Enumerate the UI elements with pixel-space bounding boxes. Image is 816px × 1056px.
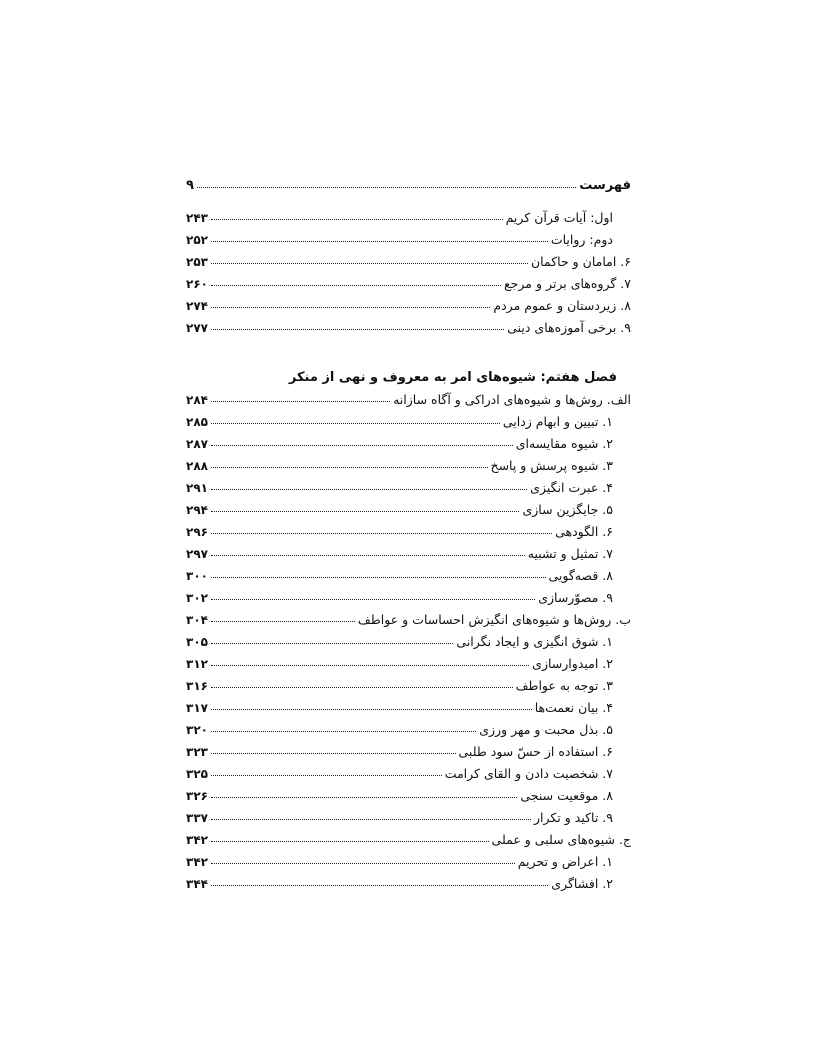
toc-entry-title: ۷. گروه‌های برتر و مرجع [504,276,631,291]
dot-leader [211,445,513,446]
toc-entry-title: ب. روش‌ها و شیوه‌های انگیزش احساسات و عواطف [357,612,631,627]
toc-entry [186,539,631,561]
toc-entry [186,847,631,869]
toc-entry-page: ۲۸۷ [186,437,208,451]
dot-leader [197,187,576,188]
toc-entry-title: ۹. مصوّرسازی [538,590,613,605]
table-of-contents [186,203,631,891]
dot-leader [211,467,488,468]
toc-entry-page: ۲۶۰ [186,277,208,291]
dot-leader [211,731,476,732]
toc-entry-title: ج. شیوه‌های سلبی و عملی [491,832,631,847]
toc-entry [186,429,631,451]
dot-leader [211,401,390,402]
toc-entry [186,693,631,715]
toc-entry-page: ۲۹۷ [186,547,208,561]
dot-leader [211,577,546,578]
toc-entry [186,803,631,825]
toc-entry-page: ۲۷۴ [186,299,208,313]
toc-entry-page: ۳۰۲ [186,591,208,605]
toc-entry-page: ۳۲۵ [186,767,208,781]
toc-entry-page: ۳۱۶ [186,679,208,693]
toc-entry-title: ۶. امامان و حاکمان [530,254,631,269]
dot-leader [211,329,504,330]
dot-leader [211,285,501,286]
toc-entry-title: ۸. زیردستان و عموم مردم [493,298,631,313]
dot-leader [211,687,513,688]
toc-entry-title: ۲. امیدوارسازی [532,656,613,671]
toc-entry-page: ۳۴۲ [186,833,208,847]
toc-entry-title: الف. روش‌ها و شیوه‌های ادراکی و آگاه سازانه [393,392,631,407]
toc-entry-page: ۳۴۴ [186,877,208,891]
toc-entry-title: ۱. اعراض و تحریم [517,854,613,869]
toc-entry-title: ۵. جایگزین سازی [522,502,613,517]
toc-entry [186,517,631,539]
toc-entry-title: ۱. تبیین و ابهام زدایی [502,414,613,429]
dot-leader [211,307,490,308]
toc-entry [186,627,631,649]
dot-leader [211,489,527,490]
toc-entry-title: دوم: روایات [550,232,613,247]
toc-entry [186,385,631,407]
toc-entry-page: ۲۴۳ [186,211,208,225]
dot-leader [211,863,515,864]
toc-entry-title: ۷. شخصیت دادن و القای کرامت [444,766,613,781]
dot-leader [211,841,489,842]
header-title: فهرست [579,178,631,193]
toc-entry-page: ۳۰۴ [186,613,208,627]
dot-leader [211,263,528,264]
toc-entry-page: ۲۷۷ [186,321,208,335]
dot-leader [211,819,531,820]
toc-entry-title: ۶. استفاده از حسّ سود طلبی [458,744,613,759]
toc-entry-page: ۳۴۲ [186,855,208,869]
toc-entry-title: ۸. موقعیت سنجی [520,788,613,803]
dot-leader [211,533,552,534]
toc-entry-title: ۳. توجه به عواطف [515,678,613,693]
toc-entry-title: ۲. افشاگری [551,876,613,891]
toc-entry-title: ۹. تاکید و تکرار [533,810,613,825]
dot-leader [211,621,355,622]
toc-entry [186,313,631,335]
toc-entry [186,291,631,313]
header-page-number: ۹ [186,178,194,193]
toc-entry-page: ۲۸۴ [186,393,208,407]
toc-entry [186,583,631,605]
toc-entry-title: ۳. شیوه پرسش و پاسخ [490,458,613,473]
toc-entry-page: ۲۸۵ [186,415,208,429]
running-header [186,173,631,193]
toc-entry-title: اول: آیات قرآن کریم [505,210,613,225]
dot-leader [211,555,525,556]
toc-entry [186,247,631,269]
toc-entry [186,781,631,803]
toc-entry-page: ۳۲۰ [186,723,208,737]
toc-entry-page: ۲۹۱ [186,481,208,495]
toc-entry [186,225,631,247]
dot-leader [211,885,548,886]
dot-leader [211,775,442,776]
toc-entry-page: ۳۳۷ [186,811,208,825]
toc-entry-title: ۸. قصه‌گویی [548,568,613,583]
dot-leader [211,709,532,710]
dot-leader [211,643,453,644]
toc-entry [186,715,631,737]
toc-entry-page: ۳۱۷ [186,701,208,715]
toc-entry [186,869,631,891]
toc-entry [186,269,631,291]
toc-entry-title: ۹. برخی آموزه‌های دینی [507,320,631,335]
toc-entry-page: ۳۲۶ [186,789,208,803]
toc-entry-page: ۲۹۶ [186,525,208,539]
toc-entry [186,473,631,495]
dot-leader [211,599,535,600]
toc-entry-page: ۳۰۵ [186,635,208,649]
dot-leader [211,511,519,512]
toc-entry [186,671,631,693]
toc-entry [186,605,631,627]
toc-entry [186,561,631,583]
toc-entry [186,737,631,759]
toc-entry [186,759,631,781]
dot-leader [211,423,500,424]
toc-entry [186,825,631,847]
toc-entry-title: ۷. تمثیل و تشبیه [527,546,613,561]
toc-entry-title: ۴. عبرت انگیزی [530,480,613,495]
toc-entry-title: ۴. بیان نعمت‌ها [534,700,613,715]
toc-entry-page: ۲۸۸ [186,459,208,473]
dot-leader [211,797,517,798]
toc-entry-page: ۲۵۳ [186,255,208,269]
toc-entry-page: ۳۱۲ [186,657,208,671]
toc-entry-title: ۲. شیوه مقایسه‌ای [515,436,613,451]
toc-entry [186,495,631,517]
dot-leader [211,219,503,220]
toc-entry-page: ۳۰۰ [186,569,208,583]
dot-leader [211,665,529,666]
toc-entry-page: ۲۹۴ [186,503,208,517]
toc-entry [186,203,631,225]
toc-entry-page: ۲۵۲ [186,233,208,247]
toc-entry-title: ۶. الگودهی [555,524,613,539]
dot-leader [211,241,548,242]
toc-entry-title: ۵. بذل محبت و مهر ورزی [479,722,613,737]
toc-entry-page: ۳۲۳ [186,745,208,759]
toc-entry [186,649,631,671]
chapter-heading: فصل هفتم: شیوه‌های امر به معروف و نهی از منکر [288,370,617,385]
toc-entry-title: ۱. شوق انگیزی و ایجاد نگرانی [456,634,613,649]
toc-entry [186,451,631,473]
dot-leader [211,753,456,754]
toc-entry [186,407,631,429]
